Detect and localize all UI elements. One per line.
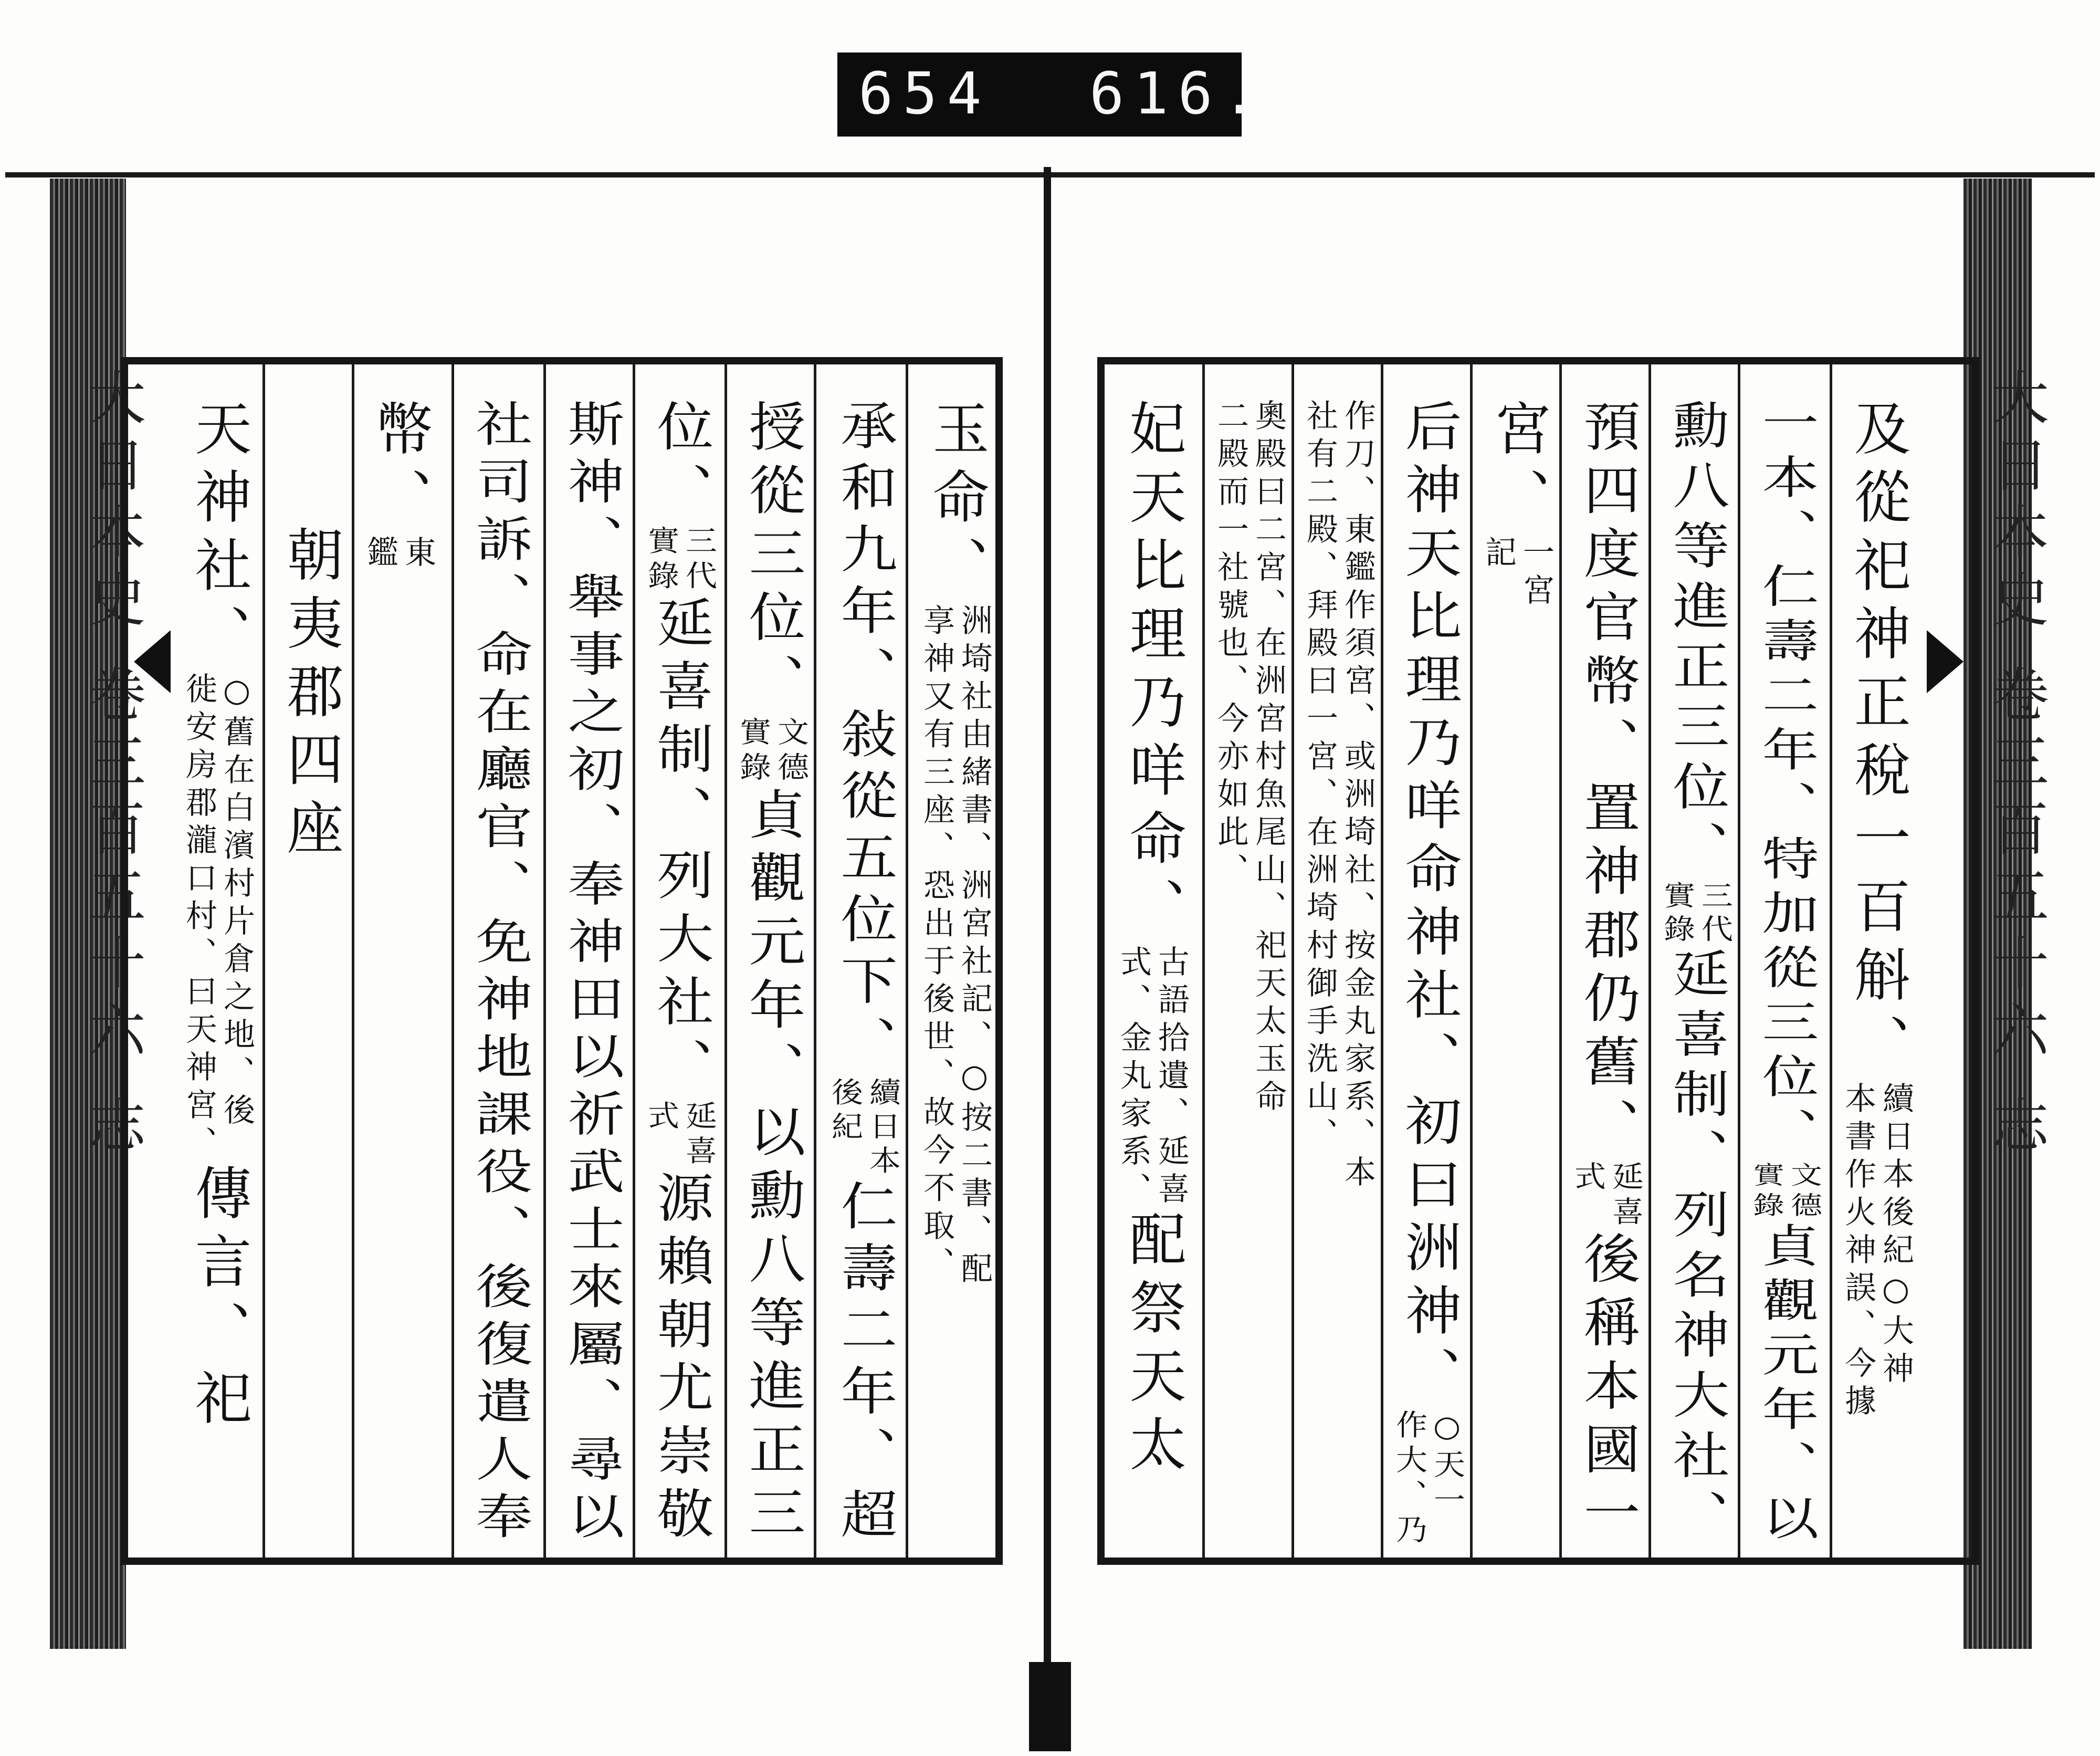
text-column [454, 399, 543, 1549]
column-main-text: 源賴朝尤崇敬 [647, 1170, 713, 1550]
left-margin-title: 大日本史 卷三百五十六 志 [79, 368, 146, 1163]
spine-foot [1029, 1662, 1071, 1751]
section-heading-column [265, 525, 354, 866]
column-main-text: 貞觀元年、以勳八等進正三 [739, 787, 805, 1549]
page-number-left: 654 [858, 60, 991, 127]
column-note: 三代 實錄 [643, 525, 717, 595]
column-main-text: 后神天比理乃咩命神社、初曰洲神、 [1395, 399, 1461, 1409]
column-note: 延喜 式 [643, 1100, 717, 1170]
text-column [1383, 399, 1473, 1549]
column-note: 作刀、東鑑作須宮、或洲埼社、按金丸家系、本 社有二殿、拜殿曰一宮、在洲埼村御手洗山、 [1301, 399, 1376, 1193]
text-column [1294, 399, 1383, 1193]
column-main-text: 仁壽二年、超 [831, 1179, 897, 1550]
column-main-text: 斯神、舉事之初、奉神田以祈武士來屬、尋以 [558, 399, 624, 1549]
text-column [911, 399, 1000, 1290]
column-main-text: 延喜制、列名神大社、 [1663, 947, 1729, 1550]
column-main-text: 宮、 [1485, 399, 1550, 536]
text-column [1651, 399, 1740, 1550]
column-main-text: 承和九年、敍從五位下、 [831, 399, 897, 1078]
column-note: 延喜 式 [1569, 1161, 1644, 1231]
column-main-text: 授從三位、 [739, 399, 805, 717]
column-main-text: 預四度官幣、置神郡仍舊、 [1574, 399, 1640, 1161]
column-main-text: 位、 [647, 399, 713, 526]
column-note: ○天一 作大、乃 [1391, 1409, 1465, 1550]
column-note: 古語拾遺、延喜 式、金丸家系、 [1115, 945, 1190, 1210]
column-main-text: 後稱本國一 [1574, 1231, 1640, 1549]
column-note: 三代 實錄 [1658, 881, 1733, 948]
column-main-text: 延喜制、列大社、 [647, 595, 713, 1101]
column-main-text: 一本、仁壽二年、特加從三位、 [1752, 399, 1818, 1162]
column-main-text: 玉命、 [923, 399, 989, 604]
right-margin-title: 大日本史 卷三百五十六 志 [1982, 368, 2049, 1163]
page-number-right: 616. [1089, 60, 1266, 127]
column-note: 續日本後紀○大神 本書作火神誤、今據 [1840, 1082, 1914, 1422]
column-main-text: 勳八等進正三位、 [1663, 399, 1729, 881]
text-column [819, 399, 908, 1550]
column-main-text: 天神社、 [185, 399, 251, 672]
column-main-text: 配祭天太 [1120, 1210, 1185, 1483]
text-column [635, 399, 724, 1549]
column-note: 文德 實錄 [1748, 1162, 1822, 1222]
column-note: 一宮 記 [1480, 536, 1555, 611]
text-column [354, 399, 444, 573]
text-column [546, 399, 635, 1549]
column-main-text: 及從祀神正稅一百斛、 [1844, 399, 1910, 1082]
text-column [1832, 399, 1922, 1422]
page-number-plate [837, 53, 1266, 137]
column-note: 洲埼社由緒書、洲宮社記、○按二書、配 享神又有三座、恐出于後世、故今不取、 [918, 604, 993, 1290]
column-note: ○舊在白濱村片倉之地、後 徙安房郡瀧口村、曰天神宮、 [181, 672, 255, 1164]
section-heading: 朝夷郡四座 [277, 525, 343, 866]
column-main-text: 貞觀元年、以 [1752, 1222, 1818, 1549]
text-column [1562, 399, 1651, 1549]
column-main-text: 傳言、祀 [185, 1164, 251, 1437]
text-column [173, 399, 262, 1437]
column-note: 東 鑑 [362, 536, 436, 573]
text-column [1205, 399, 1294, 1117]
text-column [1740, 399, 1830, 1549]
column-main-text: 妃天比理乃咩命、 [1120, 399, 1185, 945]
column-note: 續日本 後紀 [826, 1077, 901, 1180]
column-note: 文德 實錄 [734, 716, 809, 787]
column-note: 奧殿曰二宮、在洲宮村魚尾山、祀天太玉命 二殿而一社號也、今亦如此、 [1212, 399, 1287, 1117]
binding-spine [1044, 167, 1051, 1721]
text-column [1108, 399, 1197, 1483]
column-main-text: 社司訴、命在廳官、免神地課役、後復遣人奉 [466, 399, 532, 1549]
text-column [727, 399, 816, 1549]
column-main-text: 幣、 [366, 399, 432, 536]
text-column [1473, 399, 1562, 611]
